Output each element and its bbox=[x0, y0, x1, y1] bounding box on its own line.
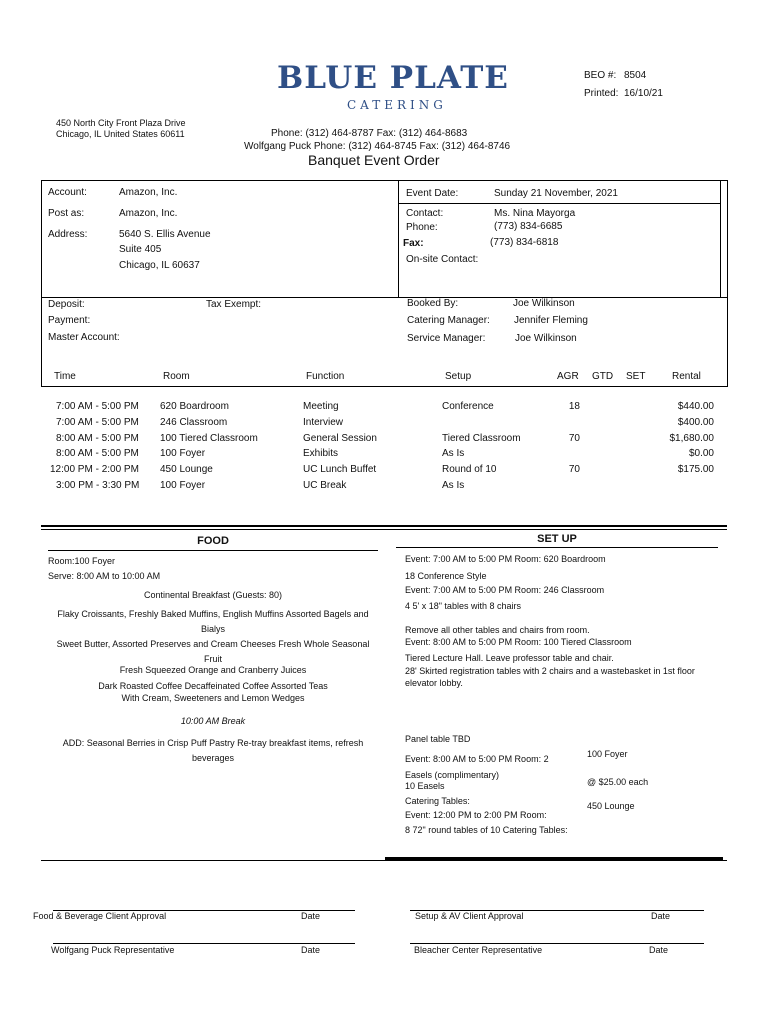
onsite-contact-label: On-site Contact: bbox=[406, 254, 479, 265]
schedule-function: Exhibits bbox=[303, 448, 339, 459]
schedule-setup: Tiered Classroom bbox=[442, 433, 521, 444]
section-top-rule bbox=[41, 525, 727, 527]
printed-label: Printed: bbox=[584, 88, 619, 99]
event-date-label: Event Date: bbox=[406, 188, 459, 199]
company-address-line1: 450 North City Front Plaza Drive bbox=[56, 118, 186, 128]
phone-value: (773) 834-6685 bbox=[494, 221, 563, 232]
schedule-time: 8:00 AM - 5:00 PM bbox=[56, 433, 139, 444]
section-bottom-rule-thick bbox=[385, 857, 723, 860]
schedule-setup: As Is bbox=[442, 480, 465, 491]
wolfgang-phone: Wolfgang Puck Phone: (312) 464-8745 Fax: (312) 464-8746 bbox=[244, 141, 511, 152]
info-box-divider bbox=[398, 180, 399, 297]
setup-line: 450 Lounge bbox=[587, 801, 635, 811]
schedule-room: 100 Foyer bbox=[160, 480, 206, 491]
event-right-edge bbox=[720, 180, 721, 297]
event-date-value: Sunday 21 November, 2021 bbox=[494, 188, 618, 199]
printed-date: 16/10/21 bbox=[624, 88, 663, 99]
post-as-label: Post as: bbox=[48, 208, 85, 219]
food-title: FOOD bbox=[197, 535, 229, 547]
setup-line: Catering Tables: bbox=[405, 796, 470, 806]
setup-line: 10 Easels bbox=[405, 781, 445, 791]
schedule-function: General Session bbox=[303, 433, 377, 444]
section-top-rule-2 bbox=[41, 529, 727, 530]
schedule-agr: 18 bbox=[568, 401, 580, 412]
schedule-room: 620 Boardroom bbox=[160, 401, 229, 412]
info-box-separator bbox=[41, 297, 727, 298]
setup-line: Event: 7:00 AM to 5:00 PM Room: 246 Classroom bbox=[405, 585, 605, 595]
event-date-underline bbox=[398, 203, 720, 204]
catering-manager-label: Catering Manager: bbox=[407, 315, 490, 326]
schedule-rental: $1,680.00 bbox=[669, 433, 714, 444]
service-manager-value: Joe Wilkinson bbox=[515, 333, 577, 344]
setup-line: Event: 8:00 AM to 5:00 PM Room: 2 bbox=[405, 754, 549, 764]
schedule-room: 100 Foyer bbox=[160, 448, 206, 459]
signature-av-date: Date bbox=[651, 911, 671, 921]
setup-title: SET UP bbox=[537, 533, 577, 545]
schedule-rental: $440.00 bbox=[677, 401, 714, 412]
setup-line: 8 72" round tables of 10 Catering Tables: bbox=[405, 825, 568, 835]
schedule-time: 7:00 AM - 5:00 PM bbox=[56, 417, 139, 428]
setup-line: Tiered Lecture Hall. Leave professor table and chair. bbox=[405, 653, 614, 663]
signature-wp-date: Date bbox=[301, 945, 321, 955]
deposit-label: Deposit: bbox=[48, 299, 85, 310]
booked-by-value: Joe Wilkinson bbox=[513, 298, 575, 309]
schedule-agr: 70 bbox=[568, 433, 580, 444]
schedule-time: 12:00 PM - 2:00 PM bbox=[50, 464, 139, 475]
signature-fb-date: Date bbox=[301, 911, 321, 921]
section-bottom-rule bbox=[41, 860, 727, 861]
tax-exempt-label: Tax Exempt: bbox=[206, 299, 262, 310]
schedule-rental: $400.00 bbox=[677, 417, 714, 428]
signature-av-label: Setup & AV Client Approval bbox=[415, 911, 524, 921]
document-title: Banquet Event Order bbox=[308, 152, 440, 168]
signature-fb-label: Food & Beverage Client Approval bbox=[33, 911, 167, 921]
setup-line: Panel table TBD bbox=[405, 734, 471, 744]
schedule-function: UC Break bbox=[303, 480, 347, 491]
setup-line: 28' Skirted registration tables with 2 chairs and a wastebasket in 1st floor elevator lobby. bbox=[405, 666, 695, 688]
schedule-function: Meeting bbox=[303, 401, 339, 412]
col-header-rental: Rental bbox=[672, 371, 701, 382]
setup-line: 100 Foyer bbox=[587, 749, 628, 759]
food-item-line4: Dark Roasted Coffee Decaffeinated Coffee Assorted Teas bbox=[98, 681, 328, 691]
food-item-line1: Flaky Croissants, Freshly Baked Muffins, English Muffins Assorted Bagels and Bialys bbox=[57, 609, 369, 634]
schedule-rental: $175.00 bbox=[677, 464, 714, 475]
address-line3: Chicago, IL 60637 bbox=[119, 260, 200, 271]
address-label: Address: bbox=[48, 229, 88, 240]
booked-by-label: Booked By: bbox=[407, 298, 459, 309]
logo-name: BLUE PLATE bbox=[277, 60, 509, 96]
schedule-time: 3:00 PM - 3:30 PM bbox=[56, 480, 140, 491]
master-account-label: Master Account: bbox=[48, 332, 120, 343]
payment-label: Payment: bbox=[48, 315, 91, 326]
signature-wp-label: Wolfgang Puck Representative bbox=[51, 945, 175, 955]
setup-line: Remove all other tables and chairs from room. bbox=[405, 625, 590, 635]
service-manager-label: Service Manager: bbox=[407, 333, 486, 344]
company-address-line2: Chicago, IL United States 60611 bbox=[56, 129, 185, 139]
account-label: Account: bbox=[48, 187, 87, 198]
schedule-rental: $0.00 bbox=[688, 448, 714, 459]
col-header-time: Time bbox=[54, 371, 76, 382]
fax-value: (773) 834-6818 bbox=[490, 237, 559, 248]
schedule-room: 100 Tiered Classroom bbox=[160, 433, 258, 444]
logo-subtitle: CATERING bbox=[347, 98, 447, 112]
setup-line: Event: 8:00 AM to 5:00 PM Room: 100 Tiered Classroom bbox=[405, 637, 632, 647]
phone-label: Phone: bbox=[406, 222, 438, 233]
col-header-set: SET bbox=[626, 371, 646, 382]
signature-bc-date: Date bbox=[649, 945, 669, 955]
company-phone: Phone: (312) 464-8787 Fax: (312) 464-8683 bbox=[271, 128, 468, 139]
schedule-function: Interview bbox=[303, 417, 344, 428]
address-line1: 5640 S. Ellis Avenue bbox=[119, 229, 211, 240]
schedule-time: 7:00 AM - 5:00 PM bbox=[56, 401, 139, 412]
setup-line: 4 5' x 18" tables with 8 chairs bbox=[405, 601, 521, 611]
food-room: Room:100 Foyer bbox=[48, 556, 116, 566]
signature-line-bc bbox=[410, 943, 704, 944]
signature-line-wp bbox=[53, 943, 355, 944]
beo-number: 8504 bbox=[624, 70, 647, 81]
beo-label: BEO #: bbox=[584, 70, 617, 81]
food-serve: Serve: 8:00 AM to 10:00 AM bbox=[48, 571, 161, 581]
catering-manager-value: Jennifer Fleming bbox=[514, 315, 588, 326]
col-header-gtd: GTD bbox=[592, 371, 614, 382]
schedule-room: 246 Classroom bbox=[160, 417, 228, 428]
account-value: Amazon, Inc. bbox=[119, 187, 178, 198]
setup-line: 18 Conference Style bbox=[405, 571, 487, 581]
setup-title-underline bbox=[396, 547, 718, 548]
signature-bc-label: Bleacher Center Representative bbox=[414, 945, 543, 955]
setup-line: @ $25.00 each bbox=[587, 777, 649, 787]
fax-label: Fax: bbox=[403, 238, 424, 249]
schedule-agr: 70 bbox=[568, 464, 580, 475]
setup-line: Event: 12:00 PM to 2:00 PM Room: bbox=[405, 810, 547, 820]
schedule-setup: As Is bbox=[442, 448, 465, 459]
food-item-line3: Fresh Squeezed Orange and Cranberry Juices bbox=[119, 665, 307, 675]
food-item-title: Continental Breakfast (Guests: 80) bbox=[143, 590, 283, 600]
schedule-room: 450 Lounge bbox=[160, 464, 213, 475]
schedule-time: 8:00 AM - 5:00 PM bbox=[56, 448, 139, 459]
contact-label: Contact: bbox=[406, 208, 444, 219]
post-as-value: Amazon, Inc. bbox=[119, 208, 178, 219]
col-header-agr: AGR bbox=[557, 371, 579, 382]
food-break-text: ADD: Seasonal Berries in Crisp Puff Pastry Re-tray breakfast items, refresh beverages bbox=[62, 738, 364, 763]
schedule-function: UC Lunch Buffet bbox=[303, 464, 377, 475]
schedule-setup: Conference bbox=[442, 401, 494, 412]
food-break-title: 10:00 AM Break bbox=[180, 716, 246, 726]
setup-line: Event: 7:00 AM to 5:00 PM Room: 620 Boardroom bbox=[405, 554, 606, 564]
col-header-function: Function bbox=[306, 371, 345, 382]
col-header-room: Room bbox=[163, 371, 190, 382]
address-line2: Suite 405 bbox=[119, 244, 162, 255]
contact-value: Ms. Nina Mayorga bbox=[494, 208, 576, 219]
food-item-line2: Sweet Butter, Assorted Preserves and Cream Cheeses Fresh Whole Seasonal Fruit bbox=[56, 639, 370, 664]
schedule-setup: Round of 10 bbox=[442, 464, 497, 475]
setup-line: Easels (complimentary) bbox=[405, 770, 500, 780]
food-item-line5: With Cream, Sweeteners and Lemon Wedges bbox=[121, 693, 305, 703]
col-header-setup: Setup bbox=[445, 371, 472, 382]
food-title-underline bbox=[48, 550, 378, 551]
